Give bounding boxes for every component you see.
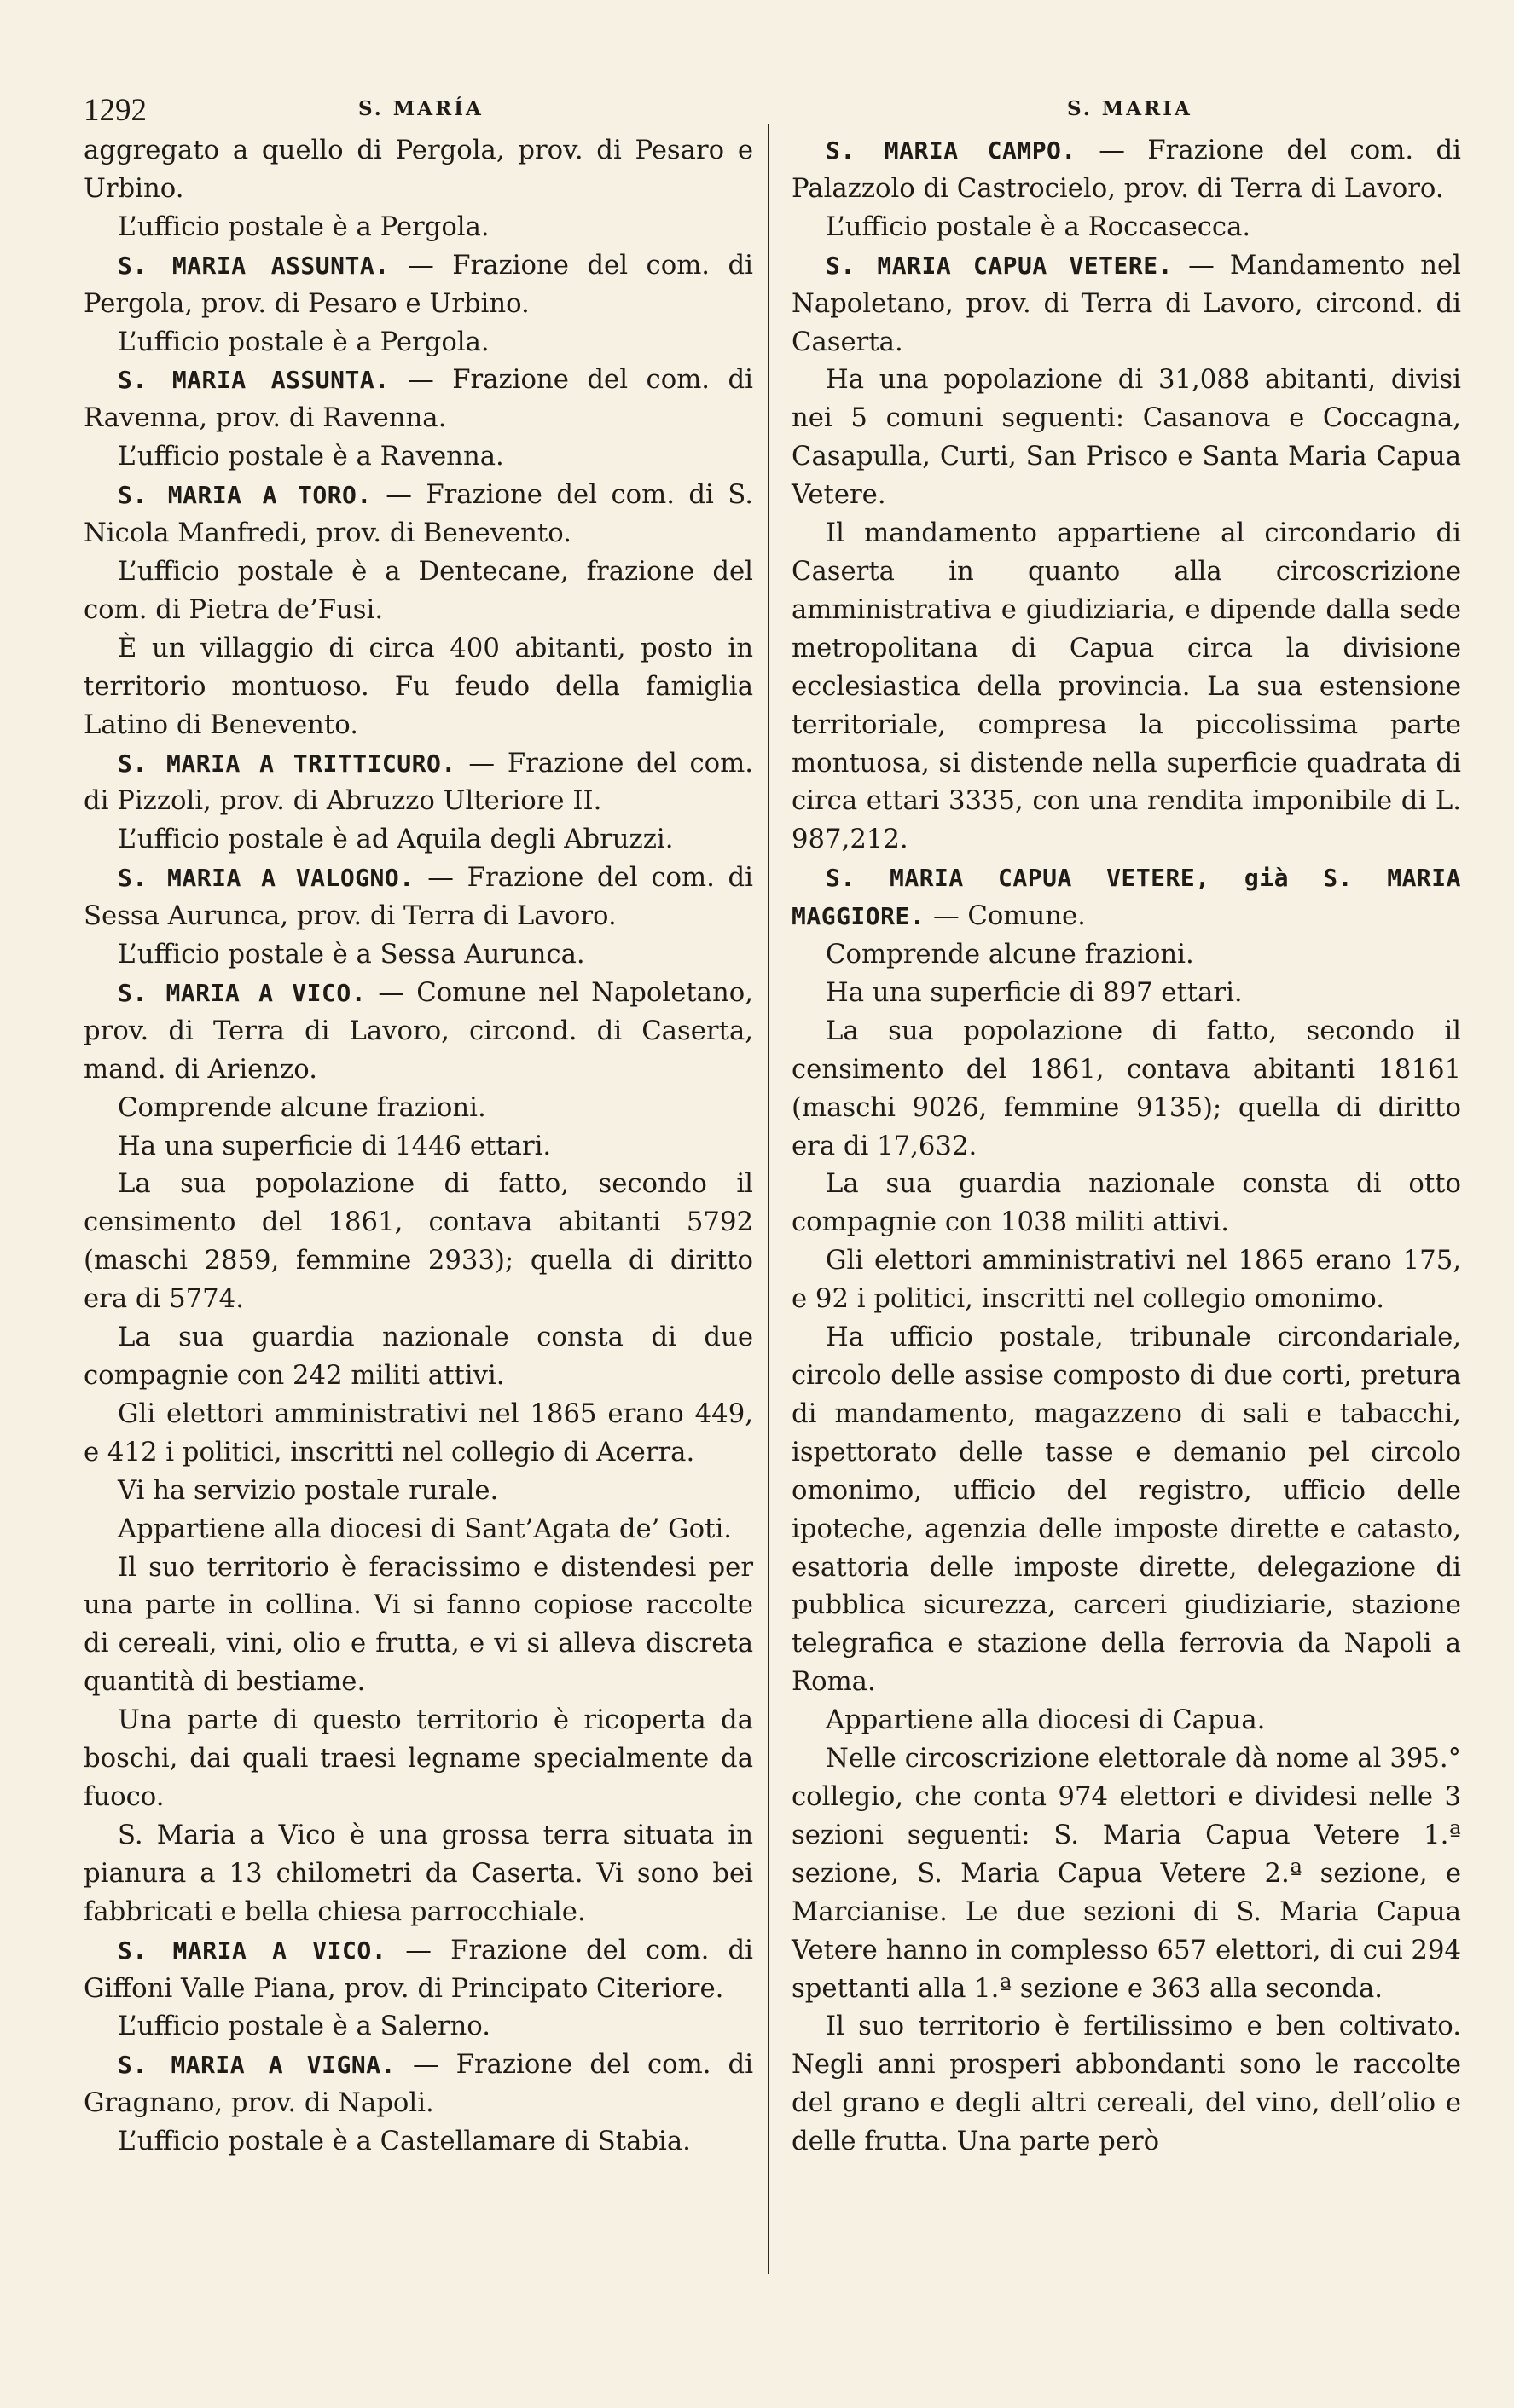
paragraph-text: L’ufficio postale è a Ravenna. [118,442,504,472]
column-divider [768,124,769,2274]
entry-paragraph [84,247,753,324]
paragraph [792,1319,1461,1702]
paragraph-text: L’ufficio postale è a Castellamare di Stabia. [118,2127,691,2157]
paragraph-text: Comprende alcune frazioni. [826,940,1194,970]
paragraph-text: Il suo territorio è feracissimo e distendesi per una parte in collina. Vi si fanno copiose raccolte di cereali, vini, olio e frutta, e vi si alleva discreta quantità di bestiame. [84,1552,753,1698]
paragraph [84,936,753,975]
paragraph [84,132,753,209]
paragraph-text: — Comune nel Napoletano, prov. di Terra di Lavoro, circond. di Caserta, mand. di Arienzo. [84,977,754,1085]
paragraph [84,1549,753,1703]
left-column [84,132,753,2162]
paragraph-text: Nelle circoscrizione elettorale dà nome al 395.° collegio, che conta 974 elettori e dividesi nelle 3 sezioni seguenti: S. Maria Capua Vetere 1.ª sezione, S. Maria Capua Vetere 2.ª sezione, e Marcianise. Le due sezioni di S. Maria Capua Vetere hanno in complesso 657 elettori, di cui 294 spettanti alla 1.ª sezione e 363 alla seconda. [792,1744,1461,2004]
entry-paragraph [84,745,753,822]
paragraph [792,1166,1461,1242]
paragraph [84,2008,753,2046]
paragraph-text: — Frazione del com. di Palazzolo di Castrocielo, prov. di Terra di Lavoro. [792,136,1461,204]
paragraph [792,362,1461,515]
paragraph-text: — Frazione del com. di Giffoni Valle Piana, prov. di Principato Citeriore. [84,1935,753,2004]
paragraph [84,1090,753,1128]
entry-paragraph [84,975,753,1090]
paragraph [792,1702,1461,1740]
paragraph-text: L’ufficio postale è a Pergola. [118,211,490,242]
paragraph-text: Vi ha servizio postale rurale. [118,1475,499,1506]
paragraph-text: — Frazione del com. di S. Nicola Manfredi, prov. di Benevento. [84,480,753,549]
entry-paragraph [84,2046,753,2123]
entry-headword: S. MARIA CAMPO. [826,136,1076,165]
entry-headword: S. MARIA CAPUA VETERE, già S. MARIA MAGGIORE. [792,864,1461,931]
paragraph-text: L’ufficio postale è a Dentecane, frazione del com. di Pietra de’Fusi. [84,556,753,625]
paragraph [84,209,753,247]
paragraph-text: Una parte di questo territorio è ricoperta da boschi, dai quali traesi legname specialmente da fuoco. [84,1705,753,1812]
paragraph-text: Ha una superficie di 1446 ettari. [118,1131,552,1161]
paragraph-text: L’ufficio postale è ad Aquila degli Abruzzi. [118,825,674,855]
entry-paragraph [84,1932,753,2009]
entry-headword: S. MARIA ASSUNTA. [118,251,390,280]
paragraph [84,1396,753,1473]
paragraph-text: — Frazione del com. di Pergola, prov. di Pesaro e Urbino. [84,250,754,319]
paragraph-text: — Frazione del com. di Gragnano, prov. di Napoli. [84,2050,754,2119]
paragraph-text: — Frazione del com. di Sessa Aurunca, prov. di Terra di Lavoro. [84,863,753,932]
paragraph-text: La sua popolazione di fatto, secondo il censimento del 1861, contava abitanti 18161 (maschi 9026, femmine 9135); quella di diritto era di 17,632. [792,1016,1461,1161]
running-head-left: S. MARÍA [358,97,484,120]
paragraph [84,324,753,362]
paragraph [792,2008,1461,2162]
paragraph-text: Ha ufficio postale, tribunale circondariale, circolo delle assise composto di due corti, pretura di mandamento, magazzeno di sali e tabacchi, ispettorato delle tasse e demanio pel circolo omonimo, ufficio del registro, ufficio delle ipoteche, agenzia delle imposte dirette e catasto, esattoria delle imposte dirette, delegazione di pubblica sicurezza, carceri giudiziarie, stazione telegrafica e stazione della ferrovia da Napoli a Roma. [792,1323,1461,1698]
paragraph-text: S. Maria a Vico è una grossa terra situata in pianura a 13 chilometri da Caserta. Vi sono bei fabbricati e bella chiesa parrocchiale. [84,1820,753,1927]
paragraph-text: — Frazione del com. di Pizzoli, prov. di Abruzzo Ulteriore II. [84,748,753,817]
paragraph-text: aggregato a quello di Pergola, prov. di Pesaro e Urbino. [84,136,753,204]
paragraph [792,1740,1461,2008]
paragraph [84,2123,753,2162]
right-column [792,132,1461,2162]
page-header [84,92,1465,130]
paragraph-text: La sua popolazione di fatto, secondo il censimento del 1861, contava abitanti 5792 (maschi 2859, femmine 2933); quella di diritto era di 5774. [84,1169,753,1315]
paragraph [84,630,753,745]
entry-paragraph [792,247,1461,362]
paragraph [84,1166,753,1319]
paragraph-text: La sua guardia nazionale consta di due compagnie con 242 militi attivi. [84,1323,753,1391]
paragraph [792,1013,1461,1166]
running-head-right: S. MARIA [1067,97,1192,120]
paragraph-text: L’ufficio postale è a Pergola. [118,327,490,357]
paragraph [84,438,753,477]
paragraph-text: Ha una superficie di 897 ettari. [826,977,1243,1008]
paragraph-text: Gli elettori amministrativi nel 1865 erano 175, e 92 i politici, inscritti nel collegio omonimo. [792,1246,1461,1315]
paragraph [84,1319,753,1396]
entry-headword: S. MARIA A VALOGNO. [118,864,415,893]
paragraph-text: Comprende alcune frazioni. [118,1092,486,1123]
paragraph [792,936,1461,975]
paragraph-text: — Mandamento nel Napoletano, prov. di Terra di Lavoro, circond. di Caserta. [792,250,1461,357]
entry-headword: S. MARIA A VICO. [118,1936,387,1965]
entry-headword: S. MARIA A VIGNA. [118,2051,396,2080]
paragraph-text: L’ufficio postale è a Roccasecca. [826,211,1251,242]
entry-paragraph [792,860,1461,936]
paragraph-text: Appartiene alla diocesi di Sant’Agata de’ Goti. [118,1514,733,1544]
paragraph-text: L’ufficio postale è a Sessa Aurunca. [118,940,585,970]
paragraph [84,1511,753,1549]
paragraph-text: Il suo territorio è fertilissimo e ben coltivato. Negli anni prosperi abbondanti sono le raccolte del grano e degli altri cereali, del vino, dell’olio e delle frutta. Una parte però [792,2011,1461,2157]
entry-headword: S. MARIA A TRITTICURO. [118,749,456,778]
paragraph-text: Ha una popolazione di 31,088 abitanti, divisi nei 5 comuni seguenti: Casanova e Coccagna, Casapulla, Curti, San Prisco e Santa Maria Capua Vetere. [792,365,1461,511]
entry-headword: S. MARIA CAPUA VETERE. [826,251,1173,280]
paragraph [792,209,1461,247]
paragraph-text: Appartiene alla diocesi di Capua. [826,1705,1266,1736]
paragraph [84,1128,753,1166]
paragraph [792,1242,1461,1319]
paragraph-text: — Frazione del com. di Ravenna, prov. di Ravenna. [84,365,754,434]
paragraph [792,975,1461,1013]
paragraph-text: La sua guardia nazionale consta di otto compagnie con 1038 militi attivi. [792,1169,1461,1238]
entry-paragraph [84,477,753,553]
entry-headword: S. MARIA ASSUNTA. [118,366,390,395]
paragraph-text: L’ufficio postale è a Salerno. [118,2011,490,2042]
entry-headword: S. MARIA A TORO. [118,481,372,510]
paragraph [84,553,753,630]
entry-headword: S. MARIA A VICO. [118,978,367,1007]
page-number: 1292 [84,93,147,128]
entry-paragraph [792,132,1461,209]
paragraph [84,821,753,860]
paragraph [84,1473,753,1511]
paragraph [84,1702,753,1817]
paragraph [792,515,1461,860]
entry-paragraph [84,860,753,936]
paragraph-text: Il mandamento appartiene al circondario di Caserta in quanto alla circoscrizione amministrativa e giudiziaria, e dipende dalla sede metropolitana di Capua circa la divisione ecclesiastica della provincia. La sua estensione territoriale, compresa la piccolissima parte montuosa, si distende nella superficie quadrata di circa ettari 3335, con una rendita imponibile di L. 987,212. [792,518,1461,855]
paragraph-text: — Comune. [925,901,1086,932]
entry-paragraph [84,362,753,438]
paragraph-text: È un villaggio di circa 400 abitanti, posto in territorio montuoso. Fu feudo della famiglia Latino di Benevento. [84,633,753,740]
paragraph [84,1817,753,1932]
paragraph-text: Gli elettori amministrativi nel 1865 erano 449, e 412 i politici, inscritti nel collegio di Acerra. [84,1398,753,1467]
